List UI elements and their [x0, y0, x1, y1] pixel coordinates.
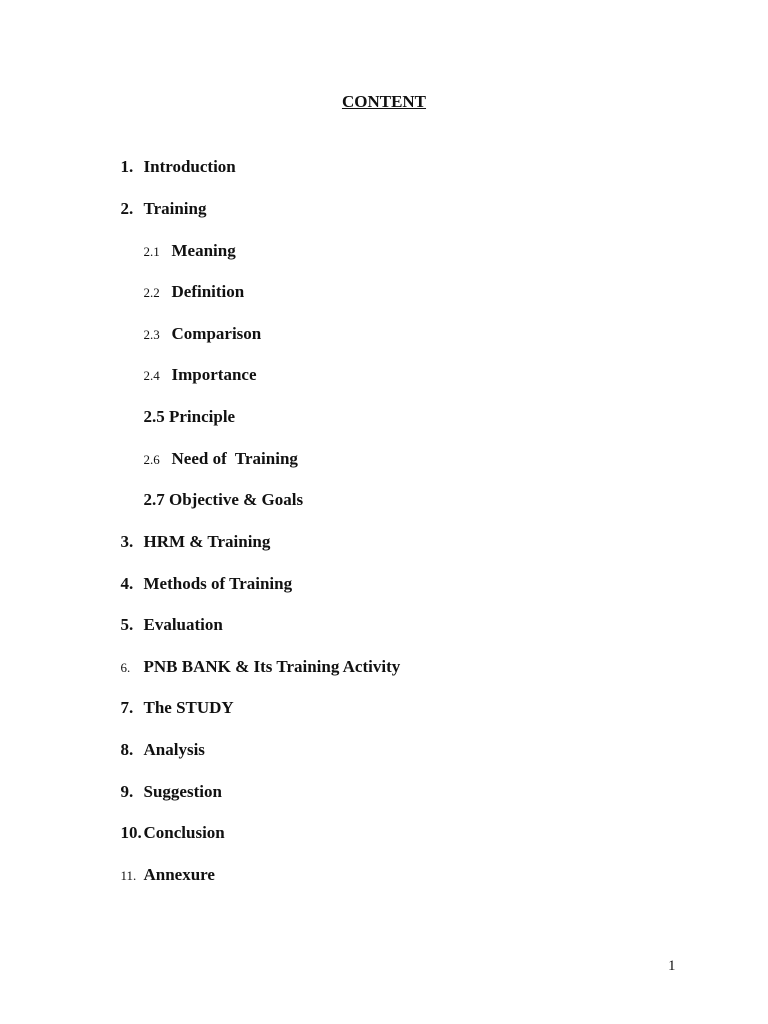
toc-item-text: Training — [143, 199, 207, 218]
toc-item-number: 11. — [120, 868, 137, 883]
toc-item-number: 2.4 — [143, 368, 160, 383]
toc-item-text: Introduction — [143, 157, 236, 176]
toc-item-number: 6. — [120, 660, 131, 675]
toc-item-text: Evaluation — [143, 615, 223, 634]
toc-subitem-comparison — [135, 301, 261, 346]
toc-item-number: 3. — [120, 532, 134, 551]
toc-item-text: Meaning — [171, 241, 236, 260]
toc-item-text: Methods of Training — [143, 574, 293, 593]
toc-item-text: Comparison — [171, 324, 262, 343]
toc-item-annexure — [112, 842, 215, 887]
toc-subitem-definition — [135, 259, 244, 304]
toc-item-analysis — [112, 717, 205, 761]
toc-subitem-importance — [135, 342, 256, 387]
page-number: 1 — [668, 958, 676, 974]
toc-item-text: Conclusion — [143, 823, 225, 842]
toc-subitem-meaning — [135, 218, 236, 263]
toc-item-methods-of-training — [112, 551, 292, 595]
toc-item-number: 7. — [120, 698, 134, 717]
toc-subitem-need-of-training — [135, 426, 298, 471]
toc-item-text: Analysis — [143, 740, 205, 759]
toc-item-number: 8. — [120, 740, 134, 759]
toc-item-number: 9. — [120, 782, 134, 801]
toc-item-suggestion — [112, 759, 222, 803]
toc-item-text: PNB BANK & Its Training Activity — [143, 657, 401, 676]
toc-item-text: Annexure — [143, 865, 215, 884]
page-title: CONTENT — [341, 92, 427, 111]
toc-item-the-study — [112, 675, 234, 719]
toc-item-number: 2.6 — [143, 452, 160, 467]
toc-item-number: 5. — [120, 615, 134, 634]
toc-item-number: 10. — [120, 823, 142, 842]
toc-item-number: 1. — [120, 157, 134, 176]
toc-item-text: Suggestion — [143, 782, 222, 801]
toc-subitem-principle — [135, 384, 235, 428]
toc-item-text: Importance — [171, 365, 257, 384]
toc-item-training — [112, 176, 206, 220]
toc-item-hrm-training — [112, 509, 270, 553]
toc-item-number: 2. — [120, 199, 134, 218]
toc-item-number: 2.2 — [143, 285, 160, 300]
toc-item-conclusion — [112, 800, 225, 844]
toc-item-text: HRM & Training — [143, 532, 271, 551]
toc-item-introduction — [112, 134, 236, 178]
toc-item-number: 4. — [120, 574, 134, 593]
toc-item-evaluation — [112, 592, 223, 636]
toc-item-text: The STUDY — [143, 698, 234, 717]
toc-item-text: 2.7 Objective & Goals — [143, 490, 304, 509]
toc-item-text: 2.5 Principle — [143, 407, 236, 426]
toc-item-number: 2.1 — [143, 244, 160, 259]
toc-item-number: 2.3 — [143, 327, 160, 342]
toc-item-text: Definition — [171, 282, 245, 301]
toc-item-pnb-bank — [112, 634, 400, 679]
toc-item-text: Need of Training — [171, 449, 298, 468]
toc-subitem-objective-goals — [135, 467, 303, 511]
